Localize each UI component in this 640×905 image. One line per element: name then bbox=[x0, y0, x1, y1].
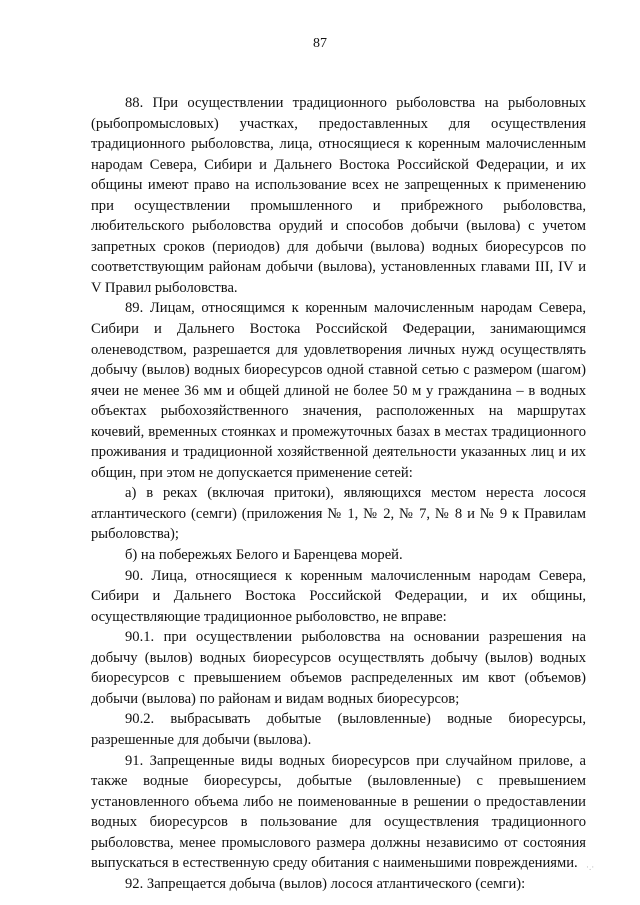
paragraph-89-a: а) в реках (включая притоки), являющихся местом нереста лосося атлантического (семги) (приложения № 1, № 2, № 7, № 8 и № 9 к Правилам рыболовства); bbox=[91, 485, 586, 543]
page-number: 87 bbox=[313, 36, 327, 51]
paragraph-92: 92. Запрещается добыча (вылов) лосося атлантического (семги): bbox=[125, 875, 526, 892]
paragraph-88: 88. При осуществлении традиционного рыболовства на рыболовных (рыбопромысловых) участках, предоставленных для осуществления традиционного рыболовства, лица, относящиеся к коренным малочисленным народам Севера, Сибири и Дальнего Востока Российской Федерации, и их общины имеют право на использование всех не запрещенных к применению при осуществлении промышленного и прибрежного рыболовства, любительского рыболовства орудий и способов добычи (вылова) с учетом запретных сроков (периодов) для добычи (вылова) водных биоресурсов по соответствующим районам добычи (вылова), установленных главами III, IV и V Правил рыболовства. bbox=[91, 95, 586, 296]
scan-speck: ·.· bbox=[586, 862, 595, 872]
paragraph-89: 89. Лицам, относящимся к коренным малочисленным народам Севера, Сибири и Дальнего Востока Российской Федерации, занимающимся оленеводством, разрешается для удовлетворения личных нужд осуществлять добычу (вылов) водных биоресурсов одной ставной сетью с размером (шагом) ячеи не менее 36 мм и общей длиной не более 50 м у гражданина – в водных объектах рыбохозяйственного значения, расположенных на маршрутах кочевий, временных стоянках и промежуточных базах в местах традиционного проживания и традиционной хозяйственной деятельности указанных лиц и их общин, при этом не допускается применение сетей: bbox=[91, 300, 586, 481]
paragraph-90: 90. Лица, относящиеся к коренным малочисленным народам Севера, Сибири и Дальнего Востока Российской Федерации, и их общины, осуществляющие традиционное рыболовство, не вправе: bbox=[91, 567, 586, 625]
paragraph-91: 91. Запрещенные виды водных биоресурсов при случайном прилове, а также водные биоресурсы, добытые (выловленные) с превышением установленного объема либо не поименованные в решении о предоставлении водных биоресурсов в пользование для осуществления традиционного рыболовства, менее промыслового размера должны независимо от состояния выпускаться в естественную среду обитания с наименьшими повреждениями. bbox=[91, 752, 586, 872]
paragraph-90-1: 90.1. при осуществлении рыболовства на основании разрешения на добычу (вылов) водных биоресурсов осуществлять добычу (вылов) водных биоресурсов с превышением объемов распределенных им квот (объемов) добычи (вылова) по районам и видам водных биоресурсов; bbox=[91, 629, 586, 707]
paragraph-89-b: б) на побережьях Белого и Баренцева морей. bbox=[125, 547, 403, 564]
paragraph-90-2: 90.2. выбрасывать добытые (выловленные) водные биоресурсы, разрешенные для добычи (вылова). bbox=[91, 711, 586, 748]
document-body bbox=[91, 93, 586, 894]
